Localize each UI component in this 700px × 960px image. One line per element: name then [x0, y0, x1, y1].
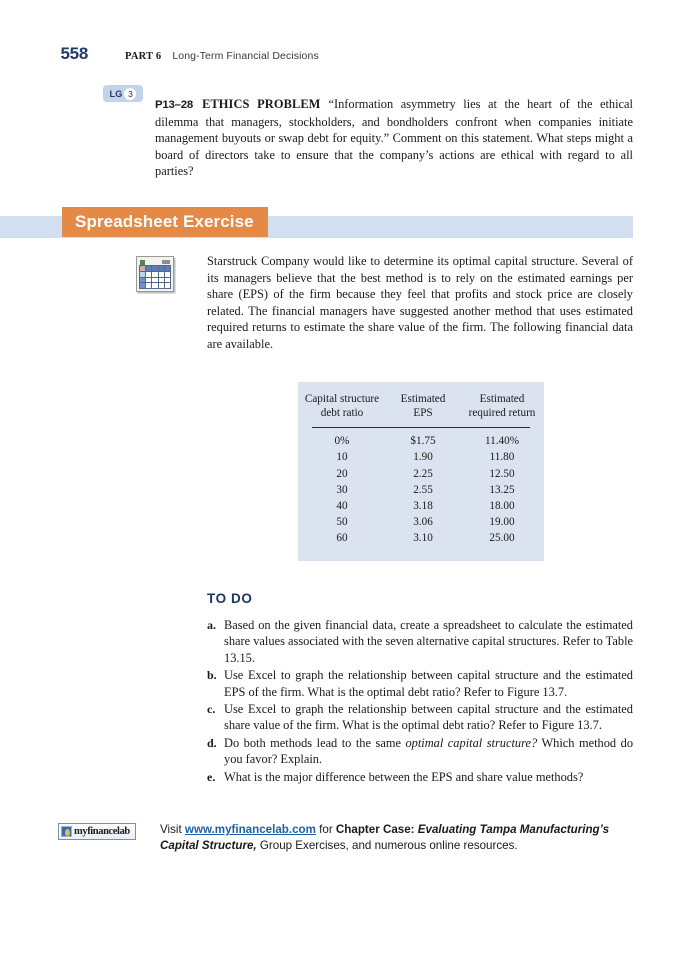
part-label: PART 6: [125, 51, 162, 62]
spreadsheet-icon: [136, 256, 174, 292]
table-row: [298, 531, 544, 547]
table-cell: 3.06: [413, 516, 433, 529]
table-header-col1-line1: Capital structure: [304, 393, 380, 405]
todo-item-letter: d.: [207, 735, 217, 750]
table-row: [298, 428, 544, 450]
table-cell: 2.25: [413, 467, 433, 480]
footer-case-title: Evaluating Tampa Manufacturing’s Capital Structure,: [160, 823, 610, 852]
running-head: [0, 44, 700, 66]
table-cell: 2.55: [413, 483, 433, 496]
todo-item-text: What is the major difference between the EPS and share value methods?: [224, 769, 584, 784]
footer-visit-label: Visit: [160, 823, 185, 836]
spreadsheet-icon-app-dot: [140, 260, 145, 265]
table-cell: 3.18: [413, 499, 433, 512]
exercise-intro: Starstruck Company would like to determine its optimal capital structure. Several of its managers believe that the best method is to rely on the estimated earnings per share (EPS) of the firm because they feel that profits and stock price are closely related. The financial managers have suggested another method that uses estimated required returns to estimate the share value of the firm. The following financial data are available.: [207, 254, 633, 351]
todo-item-letter: a.: [207, 618, 216, 632]
table-cell: 11.80: [489, 451, 515, 464]
todo-item-text: Based on the given financial data, create a spreadsheet to calculate the estimated share values associated with the seven alternative capital structures. Refer to Table 13.15.: [224, 618, 634, 665]
myfinancelab-link[interactable]: www.myfinancelab.com: [184, 823, 316, 836]
learning-goal-badge: [103, 85, 143, 102]
problem-number: P13–28: [155, 99, 194, 112]
todo-item-letter: c.: [207, 702, 216, 717]
footer-for-label: for: [315, 823, 336, 836]
table-cell: 50: [336, 516, 348, 529]
table-cell: 40: [336, 499, 348, 512]
table-cell: 25.00: [489, 532, 515, 545]
ethics-problem: [155, 84, 633, 192]
table-cell: 1.90: [413, 451, 433, 464]
table-cell: 19.00: [489, 516, 515, 529]
todo-item: [207, 701, 633, 734]
table-cell: 30: [336, 483, 348, 496]
footer-case-label: Chapter Case:: [335, 823, 415, 836]
todo-item-emphasis: optimal capital structure?: [405, 735, 538, 750]
table-header-col1-line2: debt ratio: [320, 406, 364, 419]
todo-item-text: Use Excel to graph the relationship between capital structure and the estimated share value of the firm. What is the optimal debt ratio? Refer to Figure 13.7.: [224, 702, 633, 733]
problem-statement: “Information asymmetry lies at the heart of the ethical dilemma that managers, stockholders, and bondholders confront when companies initiate management buyouts or swap debt for equity.” Comment on this statement. What steps might a board of directors take to ensure that the company’s actions are ethical with regard to all parties?: [155, 97, 633, 179]
financial-data-table: [298, 382, 544, 561]
page-number: 558: [60, 44, 88, 63]
table-cell: 20: [336, 467, 348, 480]
myfinancelab-mark-icon: [61, 826, 72, 837]
table-cell: $1.75: [410, 435, 436, 448]
table-cell: 10: [336, 451, 348, 464]
table-row: [298, 515, 544, 531]
table-cell: 3.10: [413, 532, 433, 545]
todo-list: [207, 617, 633, 785]
table-row: [298, 450, 544, 466]
spreadsheet-icon-grid: [139, 265, 171, 289]
table-header-col2-line2: EPS: [413, 406, 433, 419]
todo-item-letter: e.: [207, 769, 216, 784]
problem-type: ETHICS PROBLEM: [202, 97, 321, 112]
table-row: [298, 482, 544, 498]
todo-title: TO DO: [207, 591, 253, 606]
todo-item: [207, 617, 633, 666]
todo-item-text: Do both methods lead to the same optimal capital structure? Which method do you favor? Explain.: [224, 735, 634, 767]
section-banner: [62, 207, 268, 237]
todo-item-text: Use Excel to graph the relationship between capital structure and the estimated EPS of the firm. What is the optimal debt ratio? Refer to Figure 13.7.: [224, 668, 633, 699]
table-cell: 13.25: [489, 483, 515, 496]
table-cell: 12.50: [489, 467, 515, 480]
part-title: Long-Term Financial Decisions: [172, 50, 319, 62]
table-row: [298, 466, 544, 482]
myfinancelab-logo-text: myfinancelab: [74, 826, 130, 837]
myfinancelab-logo: [58, 823, 136, 840]
ethics-problem-paragraph: [155, 96, 633, 179]
todo-item: [207, 735, 633, 768]
table-header-col2-line1: Estimated: [400, 393, 446, 405]
table-row: [298, 498, 544, 514]
todo-item-letter: b.: [207, 668, 217, 683]
table-cell: 60: [336, 532, 348, 545]
todo-item: [207, 667, 633, 700]
table-cell: 18.00: [489, 499, 515, 512]
table-body: [298, 428, 544, 547]
spreadsheet-icon-controls: [162, 260, 170, 264]
todo-item: [207, 769, 633, 785]
table-header-col3-line2: required return: [468, 406, 536, 419]
footer: [58, 822, 638, 854]
table-header-col3-line1: Estimated: [479, 393, 525, 405]
todo-section: [207, 591, 633, 786]
learning-goal-number: 3: [124, 88, 136, 100]
footer-tail: Group Exercises, and numerous online resources.: [256, 839, 518, 852]
section-banner-title: Spreadsheet Exercise: [75, 212, 254, 231]
table-cell: 0%: [334, 435, 350, 448]
learning-goal-label: LG: [109, 88, 123, 99]
footer-text: [160, 822, 638, 854]
table-cell: 11.40%: [484, 435, 520, 448]
